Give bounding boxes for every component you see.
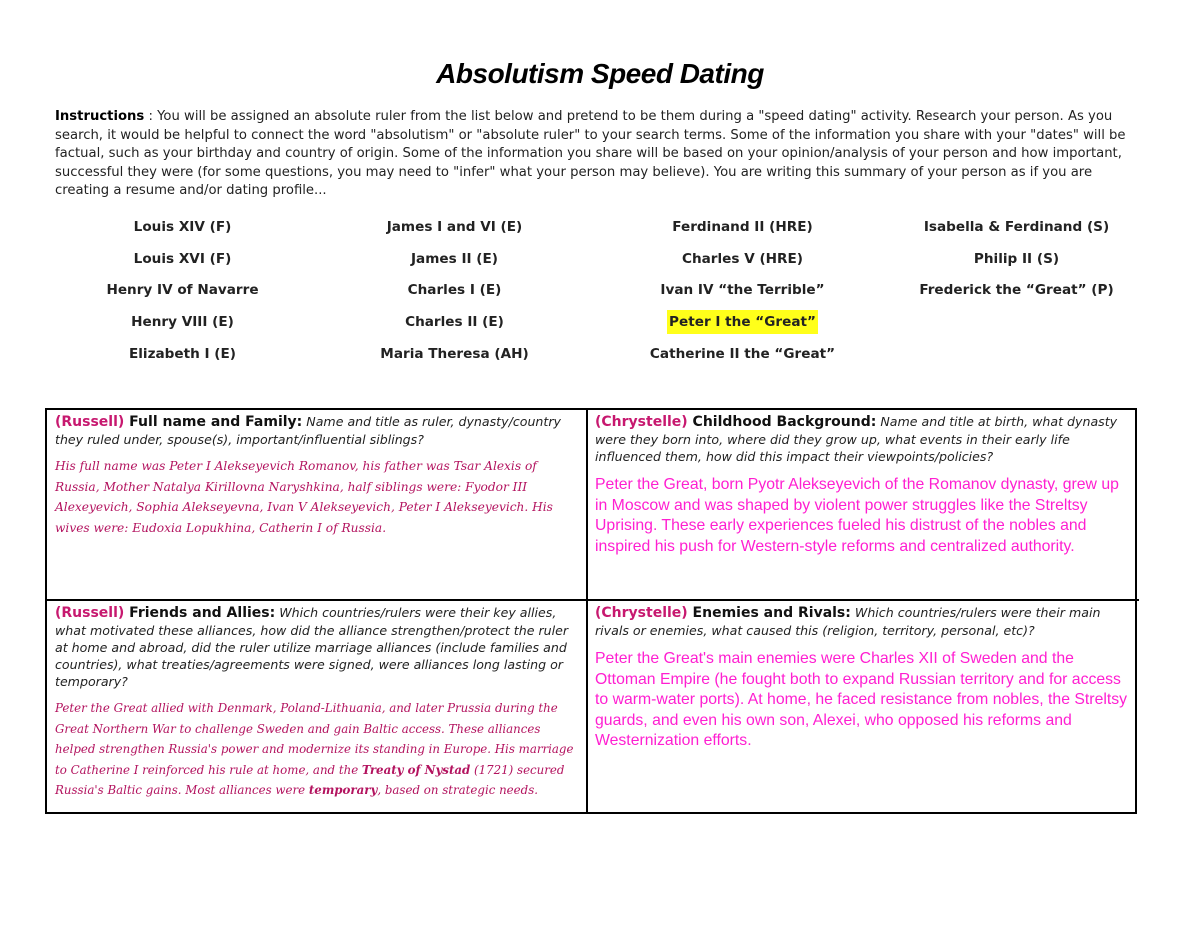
ruler-item: Henry IV of Navarre [106, 282, 259, 299]
ruler-item: Henry VIII (E) [131, 314, 234, 331]
ruler-item: Charles I (E) [407, 282, 502, 299]
section-question: Which countries/rulers were their main rivals or enemies, what caused this (religion, territory, personal, etc)? [595, 605, 1101, 638]
ruler-column-4 [879, 215, 1154, 310]
answer-text: His full name was Peter I Alekseyevich Romanov, his father was Tsar Alexis of Russia, Mother Natalya Kirillovna Naryshkina, half siblings were: Fyodor III Alexeyevich, Sophia Alekseyevna, Ivan V Alekseyevich, Peter I Alekseyevich. His wives were: Eudoxia Lopukhina, Catherin I of Russia. [55, 459, 553, 535]
answer-text: Peter the Great allied with Denmark, Poland-Lithuania, and later Prussia during the Great Northern War to challenge Sweden and gain Baltic access. These alliances helped strengthen Russia's power and modernize its standing in Europe. His marriage to Catherine I reinforced his rule at home, and the Treaty of Nystad (1721) secured Russia's Baltic gains. Most alliances were temporary, based on strategic needs. [55, 701, 574, 797]
ruler-item: Philip II (S) [973, 250, 1060, 267]
student-name: (Russell) [55, 414, 125, 430]
ruler-item: Ferdinand II (HRE) [672, 219, 813, 235]
ruler-item: Louis XIV (F) [133, 219, 232, 235]
section-question: Name and title at birth, what dynasty were they born into, where did they grow up, what events in their early life influenced them, how did this impact their viewpoints/policies? [595, 414, 1118, 464]
cell-enemies-rivals [588, 601, 1135, 812]
ruler-item: Maria Theresa (AH) [380, 345, 529, 362]
ruler-item: James II (E) [411, 250, 498, 267]
ruler-item: Frederick the “Great” (P) [919, 282, 1114, 299]
section-title: Enemies and Rivals: [687, 605, 851, 621]
page-title: Absolutism Speed Dating [436, 58, 764, 89]
section-question: Which countries/rulers were their key allies, what motivated these alliances, how did the alliance strengthen/protect the ruler at home and abroad, did the ruler utilize marriage alliances (include families and countries), what treaties/agreements were signed, were alliances long lasting or temporary? [55, 605, 569, 689]
cell-full-name-family [47, 410, 586, 599]
section-title: Childhood Background: [687, 414, 877, 430]
ruler-list [45, 215, 1145, 375]
student-name: (Chrystelle) [595, 414, 688, 430]
emphasis-temporary: temporary [308, 783, 378, 797]
section-question: Name and title as ruler, dynasty/country they ruled under, spouse(s), important/influential siblings? [55, 414, 561, 447]
ruler-item: Isabella & Ferdinand (S) [923, 219, 1110, 235]
answer-text: Peter the Great, born Pyotr Alekseyevich of the Romanov dynasty, grew up in Moscow and was shaped by violent power struggles like the Streltsy Uprising. These early experiences fueled his distrust of the nobles and inspired his push for Western-style reforms and centralized authority. [595, 476, 1119, 555]
instructions-label: Instructions [55, 109, 145, 124]
cell-heading [55, 413, 580, 448]
answer-text: Peter the Great's main enemies were Charles XII of Sweden and the Ottoman Empire (he fought both to expand Russian territory and for access to warm-water ports). At home, he faced resistance from nobles, the Streltsy guards, and even his own son, Alexei, who opposed his reforms and Westernization efforts. [595, 650, 1128, 750]
ruler-column-3 [605, 215, 880, 373]
student-name: (Russell) [55, 605, 125, 621]
ruler-item: Charles II (E) [405, 314, 504, 331]
cell-heading [595, 604, 1129, 639]
ruler-item: Louis XVI (F) [133, 250, 232, 267]
ruler-item: Ivan IV “the Terrible” [660, 282, 825, 299]
treaty-name: Treaty of Nystad [361, 762, 471, 777]
cell-heading [595, 413, 1129, 465]
cell-childhood-background [588, 410, 1135, 599]
ruler-item: Catherine II the “Great” [649, 345, 836, 362]
ruler-item: Elizabeth I (E) [128, 345, 237, 362]
ruler-item: James I and VI (E) [386, 219, 523, 235]
ruler-item-highlighted: Peter I the “Great” [605, 310, 880, 342]
cell-friends-allies [47, 601, 586, 812]
student-name: (Chrystelle) [595, 605, 688, 621]
ruler-item: Charles V (HRE) [681, 250, 804, 267]
section-title: Full name and Family: [124, 414, 303, 430]
section-title: Friends and Allies: [124, 605, 276, 621]
instructions-text: : You will be assigned an absolute ruler from the list below and pretend to be them during a "speed dating" activity. Research your person. As you search, it would be helpful to connect the word "absolutism" or "absolute ruler" to your search terms. Some of the information you share with your "dates" will be factual, such as your birthday and country of origin. Some of the information you share will be based on your opinion/analysis of your person and how important, successful they were (for some questions, you may need to "infer" what your person may believe). You are writing this summary of your person as if you are creating a resume and/or dating profile... [55, 109, 1126, 198]
ruler-column-1 [45, 215, 320, 373]
profile-table [45, 408, 1137, 814]
ruler-column-2 [317, 215, 592, 373]
cell-heading [55, 604, 580, 690]
instructions [55, 108, 1145, 201]
